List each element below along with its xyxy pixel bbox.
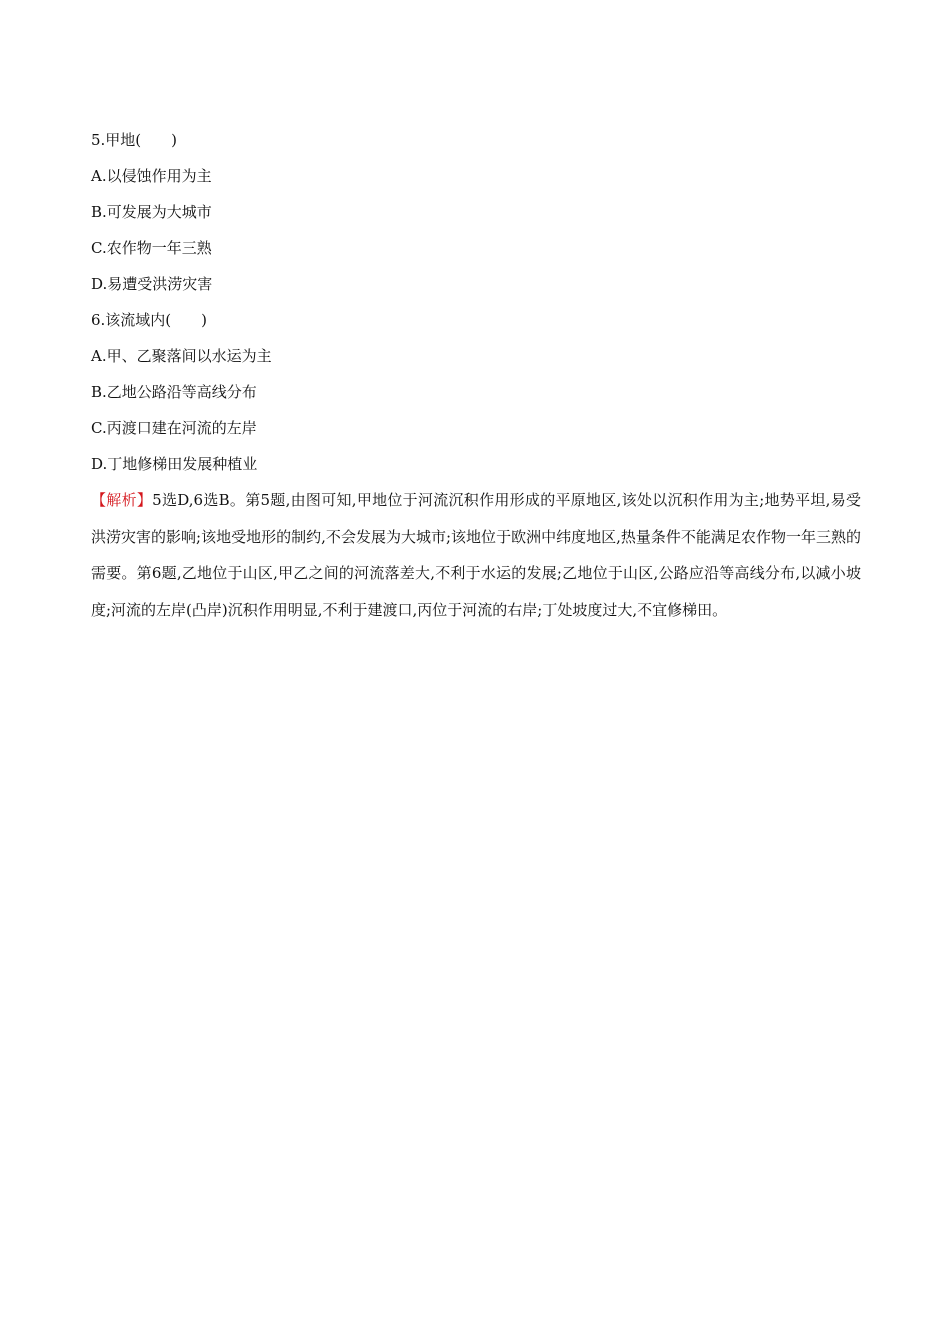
question-6-stem: 6.该流域内( ) [91, 311, 208, 329]
question-5-option-d: D.易遭受洪涝灾害 [91, 275, 213, 293]
question-content [91, 122, 861, 628]
question-6-option-c: C.丙渡口建在河流的左岸 [91, 419, 257, 437]
analysis-text: 5选D,6选B。第5题,由图可知,甲地位于河流沉积作用形成的平原地区,该处以沉积作用为主;地势平坦,易受洪涝灾害的影响;该地受地形的制约,不会发展为大城市;该地位于欧洲中纬度地区,热量条件不能满足农作物一年三熟的需要。第6题,乙地位于山区,甲乙之间的河流落差大,不利于水运的发展;乙地位于山区,公路应沿等高线分布,以减小坡度;河流的左岸(凸岸)沉积作用明显,不利于建渡口,丙位于河流的右岸;丁处坡度过大,不宜修梯田。 [91, 491, 861, 619]
analysis-paragraph [91, 482, 861, 628]
question-6-option-d: D.丁地修梯田发展种植业 [91, 455, 258, 473]
analysis-tag: 【解析】 [91, 491, 153, 509]
question-6-option-b: B.乙地公路沿等高线分布 [91, 383, 257, 401]
question-5-option-c: C.农作物一年三熟 [91, 239, 212, 257]
question-6-option-a: A.甲、乙聚落间以水运为主 [91, 347, 272, 365]
question-5-option-a: A.以侵蚀作用为主 [91, 167, 212, 185]
question-5-option-b: B.可发展为大城市 [91, 203, 212, 221]
question-5-stem: 5.甲地( ) [91, 131, 178, 149]
